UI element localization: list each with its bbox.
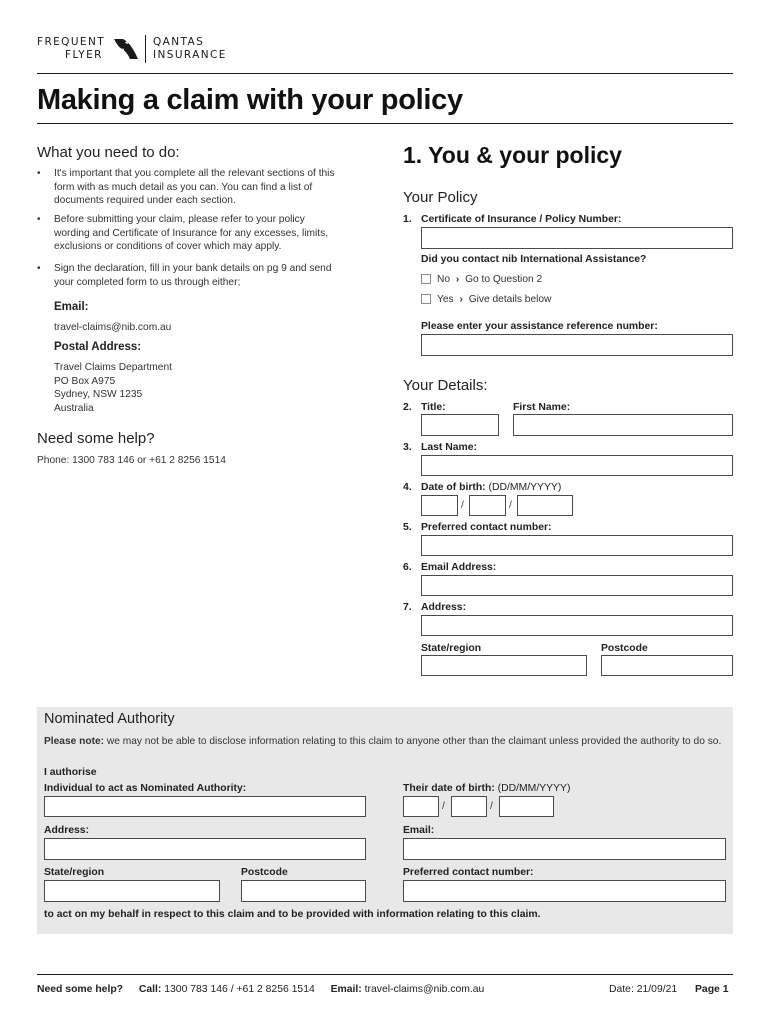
their-dob-label: Their date of birth: (DD/MM/YYYY) [403, 783, 571, 794]
title-input[interactable] [421, 414, 499, 436]
footer-call-label: Call: [138, 984, 162, 995]
postal-line: Australia [54, 402, 94, 414]
footer-call-value: 1300 783 146 / +61 2 8256 1514 [164, 984, 315, 995]
no-option-label: No › Go to Question 2 [437, 274, 543, 285]
i-authorise-label: I authorise [44, 767, 97, 778]
their-dob-format: (DD/MM/YYYY) [497, 783, 571, 794]
nominee-phone-input[interactable] [403, 880, 726, 902]
postal-address [54, 361, 172, 415]
footer-email-value[interactable]: travel-claims@nib.com.au [364, 984, 485, 995]
their-dob-month-input[interactable] [451, 796, 487, 817]
date-separator: / [509, 500, 512, 511]
nominee-address-input[interactable] [44, 838, 366, 860]
first-name-label: First Name: [513, 402, 571, 413]
dob-year-input[interactable] [517, 495, 573, 516]
nominee-state-label: State/region [44, 867, 105, 878]
dob-label: Date of birth: (DD/MM/YYYY) [421, 482, 562, 493]
policy-number-input[interactable] [421, 227, 733, 249]
nominee-email-label: Email: [403, 825, 435, 836]
question-number: 4. [403, 482, 412, 493]
footer-help: Need some help? [37, 984, 124, 995]
need-help-heading: Need some help? [37, 430, 155, 447]
frequent-flyer-logo [37, 36, 137, 64]
nominee-address-label: Address: [44, 825, 90, 836]
chevron-right-icon: › [455, 274, 460, 285]
dob-format: (DD/MM/YYYY) [488, 482, 562, 493]
question-number: 7. [403, 602, 412, 613]
kangaroo-icon [113, 37, 139, 61]
postal-line: Sydney, NSW 1235 [54, 389, 143, 400]
nominated-authority-panel [37, 707, 733, 934]
title-rule [37, 123, 733, 124]
nominee-email-input[interactable] [403, 838, 726, 860]
dob-day-input[interactable] [421, 495, 458, 516]
their-dob-day-input[interactable] [403, 796, 439, 817]
state-region-input[interactable] [421, 655, 587, 676]
email-address-input[interactable] [421, 575, 733, 596]
title-label: Title: [421, 402, 446, 413]
footer-rule [37, 974, 733, 975]
logo-frequent-text: FREQUENT [37, 36, 106, 48]
nominee-postcode-input[interactable] [241, 880, 366, 902]
address-label: Address: [421, 602, 467, 613]
bullet-icon: • [37, 168, 41, 179]
footer-page-number: Page 1 [695, 984, 729, 995]
their-dob-year-input[interactable] [499, 796, 554, 817]
help-phone: Phone: 1300 783 146 or +61 2 8256 1514 [37, 455, 226, 466]
date-separator: / [461, 500, 464, 511]
nominee-postcode-label: Postcode [241, 867, 288, 878]
question-number: 5. [403, 522, 412, 533]
postal-line: Travel Claims Department [54, 362, 172, 373]
nominee-state-input[interactable] [44, 880, 220, 902]
email-address-label: Email Address: [421, 562, 497, 573]
last-name-label: Last Name: [421, 442, 478, 453]
section-heading: 1. You & your policy [403, 142, 622, 168]
authority-closing-text: to act on my behalf in respect to this claim and to be provided with information relating to this claim. [44, 909, 541, 920]
question-number: 1. [403, 214, 412, 225]
date-separator: / [442, 801, 445, 812]
state-region-label: State/region [421, 643, 482, 654]
nominated-authority-heading: Nominated Authority [44, 711, 175, 727]
chevron-right-icon: › [459, 294, 463, 305]
bullet-icon: • [37, 263, 41, 274]
question-number: 6. [403, 562, 412, 573]
date-separator: / [490, 801, 493, 812]
individual-input[interactable] [44, 796, 366, 817]
qantas-insurance-logo [153, 36, 227, 62]
question-number: 3. [403, 442, 412, 453]
contact-number-input[interactable] [421, 535, 733, 556]
logo-qantas-text: QANTAS [153, 36, 205, 48]
address-input[interactable] [421, 615, 733, 636]
first-name-input[interactable] [513, 414, 733, 436]
policy-number-label: Certificate of Insurance / Policy Number: [421, 214, 622, 225]
bullet-icon: • [37, 214, 41, 225]
postcode-input[interactable] [601, 655, 733, 676]
postal-line: PO Box A975 [54, 375, 116, 387]
yes-option-label: Yes › Give details below [437, 294, 552, 305]
what-you-need-heading: What you need to do: [37, 144, 180, 161]
page-title: Making a claim with your policy [37, 84, 463, 116]
your-details-heading: Your Details: [403, 377, 488, 394]
assistance-question: Did you contact nib International Assistance? [421, 254, 647, 265]
last-name-input[interactable] [421, 455, 733, 476]
your-policy-heading: Your Policy [403, 189, 478, 206]
logo-divider [145, 35, 146, 63]
logo-insurance-text: INSURANCE [153, 49, 227, 61]
logo-flyer-text: FLYER [65, 49, 103, 61]
contact-number-label: Preferred contact number: [421, 522, 552, 533]
individual-label: Individual to act as Nominated Authority: [44, 783, 247, 794]
reference-number-label: Please enter your assistance reference number: [421, 321, 658, 332]
nominee-phone-label: Preferred contact number: [403, 867, 534, 878]
footer-contact [37, 984, 484, 995]
yes-checkbox[interactable] [421, 294, 431, 304]
dob-month-input[interactable] [469, 495, 506, 516]
postal-address-label: Postal Address: [54, 341, 142, 353]
email-link[interactable]: travel-claims@nib.com.au [54, 322, 172, 333]
nominated-authority-note: Please note: we may not be able to disclose information relating to this claim to anyone other than the claimant unless provided the authority to do so. [44, 736, 722, 747]
no-checkbox[interactable] [421, 274, 431, 284]
footer-date: Date: 21/09/21 [609, 984, 678, 995]
footer-email-label: Email: [330, 984, 362, 995]
question-number: 2. [403, 402, 412, 413]
email-label: Email: [54, 301, 89, 313]
header-rule [37, 73, 733, 74]
reference-number-input[interactable] [421, 334, 733, 356]
postcode-label: Postcode [601, 643, 648, 654]
